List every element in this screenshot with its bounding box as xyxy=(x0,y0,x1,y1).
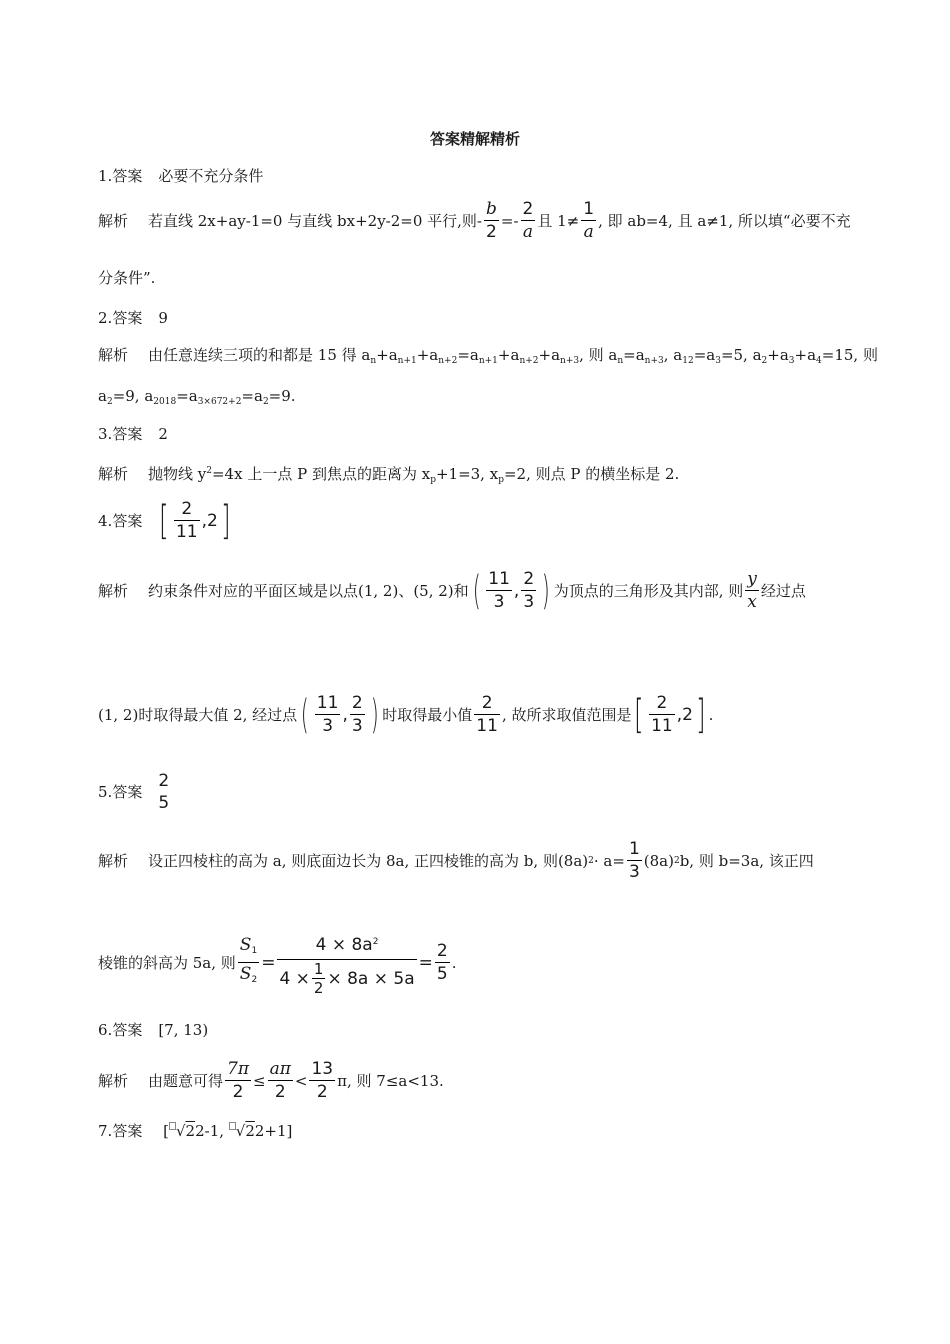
fraction: $\frac{y}{x}$ xyxy=(747,569,757,612)
answer-3 xyxy=(98,424,168,444)
cube-root-icon: √2 xyxy=(229,1121,255,1141)
analysis-text: =4x 上一点 P 到焦点的距离为 x xyxy=(211,465,431,483)
answer-7 xyxy=(98,1121,292,1141)
analysis-label: 解析 xyxy=(98,346,129,364)
analysis-label: 解析 xyxy=(98,581,129,600)
fraction: $\frac{a\pi}{2}$ xyxy=(269,1059,291,1102)
analysis-text: , 故所求取值范围是 xyxy=(501,705,632,724)
analysis-2-cont: $a_2=9$, $a_{2018}=a_{3\times 672+2}=a_2=9$. xyxy=(98,387,296,407)
fraction: $\frac{13}{2}$ xyxy=(311,1059,334,1102)
answer-4: 4. 答案 [ $\frac{2}{11}$ , 2 ] xyxy=(98,497,231,544)
fraction: 2 5 xyxy=(158,771,170,813)
item-number: 5. xyxy=(98,783,113,801)
cube-root-icon: √2 xyxy=(169,1121,195,1141)
fraction: $\frac{2}{11}$ xyxy=(651,693,673,736)
left-bracket: [ xyxy=(159,497,169,544)
analysis-3: 解析 抛物线 $y^2=4x$ 上一点 P 到焦点的距离为 $x_p+1=3$, $x_p=2$, 则点 P 的横坐标是 2. xyxy=(98,465,680,485)
analysis-1 xyxy=(98,198,851,243)
analysis-label: 解析 xyxy=(98,465,129,483)
analysis-text: 设正四棱柱的高为 a, 则底面边长为 8a, 正四棱锥的高为 b, 则(8a) xyxy=(148,851,589,870)
right-bracket: ] xyxy=(220,497,231,544)
answer-5 xyxy=(98,770,173,814)
item-number: 4. xyxy=(98,511,113,530)
analysis-text: =2, 则点 P 的横坐标是 2. xyxy=(503,465,680,483)
analysis-text: 若直线 2x+ay-1=0 与直线 bx+2y-2=0 平行,则- xyxy=(148,211,482,230)
analysis-text: 由题意可得 xyxy=(148,1071,224,1090)
item-number: 7. xyxy=(98,1122,113,1140)
analysis-text: (8a) xyxy=(643,851,674,870)
fraction: $\frac{7\pi}{2}$ xyxy=(227,1059,250,1102)
item-number: 3. xyxy=(98,425,113,443)
answer-1 xyxy=(98,166,263,186)
analysis-4: 解析 约束条件对应的平面区域是以点(1, 2)、(5, 2)和 ( $\frac{11}{3}$ , $\frac{2}{3}$ ) 为顶点的三角形及其内部, 则 $\frac{y}{x}$ 经过点 xyxy=(98,567,806,614)
fraction: $\frac{2}{5}$ xyxy=(436,941,448,984)
analysis-text: , 即 ab=4, 且 a≠1, 所以填“必要不充 xyxy=(598,211,851,230)
analysis-label: 解析 xyxy=(98,211,129,230)
item-number: 1. xyxy=(98,167,113,185)
analysis-text: π, 则 7≤a<13. xyxy=(337,1071,444,1090)
fraction: $\frac{2}{a}$ xyxy=(522,199,534,242)
analysis-text: 约束条件对应的平面区域是以点(1, 2)、(5, 2)和 xyxy=(148,581,469,600)
answer-value: [ √22-1, √22+1] xyxy=(163,1122,293,1140)
analysis-text: 且 1≠ xyxy=(537,211,580,230)
analysis-2 xyxy=(98,345,878,371)
answer-value: [7, 13) xyxy=(158,1021,209,1039)
analysis-1-cont: 分条件”. xyxy=(98,269,156,287)
fraction: $\frac{1}{a}$ xyxy=(583,199,595,242)
answer-label: 答案 xyxy=(112,1021,143,1039)
fraction: $\frac{11}{3}$ xyxy=(316,693,339,736)
answer-label: 答案 xyxy=(112,167,143,185)
analysis-text: +1=3, x xyxy=(435,465,499,483)
analysis-text: b, 则 b=3a, 该正四 xyxy=(679,851,814,870)
analysis-text: =- xyxy=(500,211,519,230)
answer-label: 答案 xyxy=(112,511,143,530)
analysis-5: 解析 设正四棱柱的高为 a, 则底面边长为 8a, 正四棱锥的高为 b, 则(8a) 2 · a= $\frac{1}{3}$ (8a) 2 b, 则 b=3a, 该正四 xyxy=(98,839,814,882)
answer-value: 2 xyxy=(158,425,168,443)
fraction: $\frac{11}{3}$ xyxy=(488,569,510,612)
answer-value: 9 xyxy=(158,309,168,327)
page-title: 答案精解精析 xyxy=(429,130,520,148)
analysis-label: 解析 xyxy=(98,1071,129,1090)
fraction: $\frac{S_1}{S_2}$ xyxy=(238,934,259,991)
fraction: $\frac{2}{11}$ xyxy=(175,499,198,542)
analysis-text: 由任意连续三项的和都是 15 得 $a_n+a_{n+1}+a_{n+2}=a_{n+1}+a_{n+2}+a_{n+3}$, 则 $a_n=a_{n+3}$, $a_{12}=a_3=5$, $a_2+a_3+a_4=15$, 则 xyxy=(148,346,878,366)
analysis-5-cont: 棱锥的斜高为 5a, 则 $\frac{S_1}{S_2}$ = $4 \times 8a^2$ 4 × $\frac{1}{2}$ × 8a × 5a = $\frac{2}{5}$ . xyxy=(98,928,456,997)
fraction: $\frac{b}{2}$ xyxy=(486,199,497,242)
answer-label: 答案 xyxy=(112,1122,143,1140)
answer-label: 答案 xyxy=(112,783,143,801)
fraction: $\frac{2}{11}$ xyxy=(476,693,498,736)
analysis-text: 时取得最小值 xyxy=(382,705,473,724)
item-number: 6. xyxy=(98,1021,113,1039)
answer-6 xyxy=(98,1020,208,1040)
analysis-text: 为顶点的三角形及其内部, 则 xyxy=(553,581,744,600)
fraction: $\frac{2}{3}$ xyxy=(351,693,363,736)
analysis-text: 经过点 xyxy=(760,581,806,600)
analysis-4-cont: (1, 2)时取得最大值 2, 经过点 ( $\frac{11}{3}$ , $\frac{2}{3}$ ) 时取得最小值 $\frac{2}{11}$ , 故所求取值范围是 [ $\frac{2}{11}$ , 2 ] . xyxy=(98,691,714,738)
analysis-label: 解析 xyxy=(98,851,129,870)
analysis-text: (1, 2)时取得最大值 2, 经过点 xyxy=(98,705,298,724)
fraction: $\frac{2}{3}$ xyxy=(523,569,535,612)
analysis-text: 抛物线 y xyxy=(148,465,207,483)
answer-2 xyxy=(98,308,168,328)
answer-label: 答案 xyxy=(112,309,143,327)
analysis-6: 解析 由题意可得 $\frac{7\pi}{2}$ ≤ $\frac{a\pi}{2}$ < $\frac{13}{2}$ π, 则 7≤a<13. xyxy=(98,1059,444,1102)
fraction: $\frac{1}{3}$ xyxy=(628,839,640,882)
answer-label: 答案 xyxy=(112,425,143,443)
analysis-text: 棱锥的斜高为 5a, 则 xyxy=(98,953,236,972)
big-fraction: $4 \times 8a^2$ 4 × $\frac{1}{2}$ × 8a × 5a xyxy=(279,935,415,997)
answer-value: 必要不充分条件 xyxy=(158,167,264,185)
analysis-text: · a= xyxy=(593,851,625,870)
item-number: 2. xyxy=(98,309,113,327)
